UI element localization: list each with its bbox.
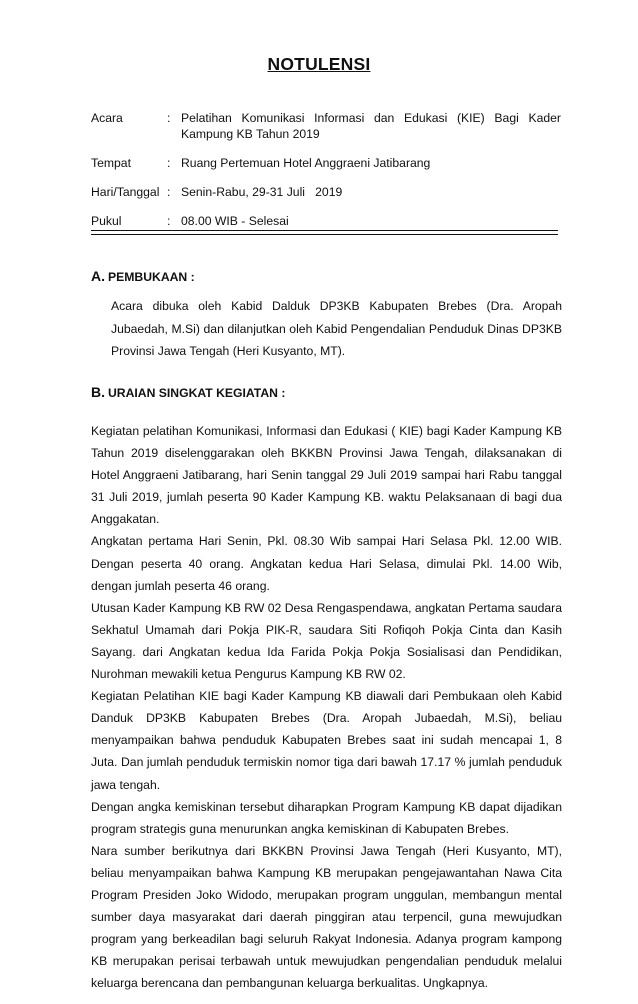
section-letter: A. bbox=[91, 268, 105, 284]
meta-value: 08.00 WIB - Selesai bbox=[181, 214, 289, 228]
meta-separator: : bbox=[167, 214, 171, 228]
section-title: PEMBUKAAN : bbox=[108, 270, 195, 284]
meta-row-acara bbox=[91, 110, 561, 142]
activity-summary bbox=[91, 420, 562, 994]
paragraph: Kegiatan pelatihan Komunikasi, Informasi dan Edukasi ( KIE) bagi Kader Kampung KB Tahun 2019 diselenggarakan oleh BKKBN Provinsi Jawa Tengah, dilaksanakan di Hotel Anggraeni Jatibarang, hari Senin tanggal 29 Juli 2019 sampai hari Rabu tanggal 31 Juli 2019, jumlah peserta 90 Kader Kampung KB. waktu Pelaksanaan di bagi dua Anggakatan. bbox=[91, 424, 562, 527]
divider-line-bottom bbox=[91, 234, 558, 235]
meta-value: Pelatihan Komunikasi Informasi dan Edukasi (KIE) Bagi Kader Kampung KB Tahun 2019 bbox=[181, 111, 561, 141]
meta-label: Tempat bbox=[91, 156, 131, 170]
meta-value: Ruang Pertemuan Hotel Anggraeni Jatibarang bbox=[181, 156, 431, 170]
meta-separator: : bbox=[167, 111, 171, 125]
paragraph: Utusan Kader Kampung KB RW 02 Desa Rengaspendawa, angkatan Pertama saudara Sekhatul Umamah dari Pokja PIK-R, saudara Siti Rofiqoh Pokja Cinta dan Kasih Sayang. dari Angkatan kedua Ida Farida Pokja Pokja Sosialisasi dan Pendidikan, Nurohman mewakili ketua Pengurus Kampung KB RW 02. bbox=[91, 600, 562, 682]
document-title: NOTULENSI bbox=[267, 54, 371, 74]
paragraph: Angkatan pertama Hari Senin, Pkl. 08.30 Wib sampai Hari Selasa Pkl. 12.00 WIB. Dengan peserta 40 orang. Angkatan kedua Hari Selasa, dimulai Pkl. 14.00 Wib, dengan jumlah peserta 46 orang. bbox=[91, 534, 562, 593]
paragraph: Nara sumber berikutnya dari BKKBN Provinsi Jawa Tengah (Heri Kusyanto, MT), beliau menyampaikan bahwa Kampung KB merupakan pengejawantahan Nawa Cita Program Presiden Joko Widodo, merupakan program unggulan, membangun mental sumber daya masyarakat dari daerah pinggiran atau terpencil, guna mewujudkan program yang berkeadilan bagi seluruh Rakyat Indonesia. Adanya program kampong KB merupakan perisai terbawah untuk mewujudkan pengendalian penduduk melalui keluarga berencana dan pembangunan keluarga berkualitas. Ungkapnya. bbox=[91, 843, 562, 991]
meeting-info bbox=[91, 110, 561, 242]
meta-row-tempat bbox=[91, 155, 561, 171]
divider-line-top bbox=[91, 230, 558, 231]
section-title: URAIAN SINGKAT KEGIATAN : bbox=[108, 386, 286, 400]
meta-row-pukul bbox=[91, 213, 561, 229]
paragraph: Kegiatan Pelatihan KIE bagi Kader Kampung KB diawali dari Pembukaan oleh Kabid Danduk DP3KB Kabupaten Brebes (Dra. Aropah Jubaedah, M.Si), beliau menyampaikan bahwa penduduk Kabupaten Brebes saat ini sudah mencapai 1, 8 Juta. Dan jumlah penduduk termiskin nomor tiga dari bawah 17.17 % jumlah penduduk jawa tengah. bbox=[91, 689, 562, 792]
opening-paragraph bbox=[111, 295, 562, 363]
meta-label: Acara bbox=[91, 111, 123, 125]
meta-separator: : bbox=[167, 156, 171, 170]
meta-value: Senin-Rabu, 29-31 Juli 2019 bbox=[181, 185, 343, 199]
section-letter: B. bbox=[91, 384, 105, 400]
paragraph: Acara dibuka oleh Kabid Dalduk DP3KB Kabupaten Brebes (Dra. Aropah Jubaedah, M.Si) dan dilanjutkan oleh Kabid Pengendalian Penduduk Dinas DP3KB Provinsi Jawa Tengah (Heri Kusyanto, MT). bbox=[111, 299, 562, 358]
meta-row-hari-tanggal bbox=[91, 184, 561, 200]
section-a-heading bbox=[91, 268, 195, 284]
meta-label: Hari/Tanggal bbox=[91, 185, 160, 199]
meta-label: Pukul bbox=[91, 214, 122, 228]
section-b-heading bbox=[91, 384, 285, 400]
paragraph: Dengan angka kemiskinan tersebut diharapkan Program Kampung KB dapat dijadikan program strategis guna menurunkan angka kemiskinan di Kabupaten Brebes. bbox=[91, 799, 562, 836]
meta-separator: : bbox=[167, 185, 171, 199]
